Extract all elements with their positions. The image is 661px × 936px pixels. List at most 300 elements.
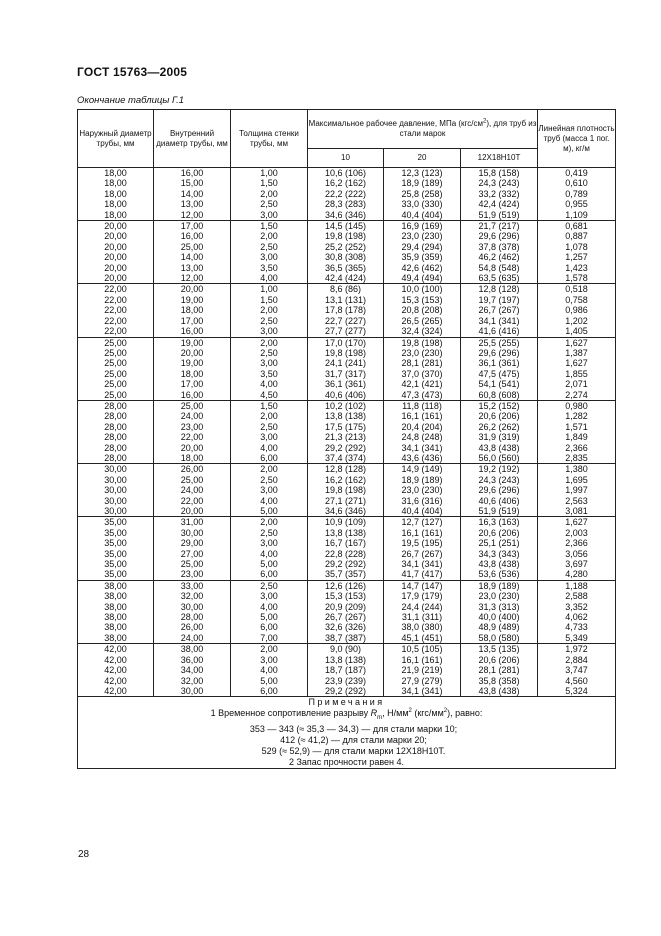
cell-value: 4,50 <box>260 389 278 400</box>
cell-value: 20,6 (206) <box>478 411 520 422</box>
table-caption: Окончание таблицы Г.1 <box>77 95 185 106</box>
cell-value: 35,00 <box>104 517 127 528</box>
cell-wall-thickness <box>231 517 308 580</box>
cell-value: 6,00 <box>260 685 278 696</box>
cell-value: 26,5 (265) <box>401 315 443 326</box>
cell-value: 48,9 (489) <box>478 622 520 633</box>
cell-pressure-steel-12x18n10t <box>461 580 538 643</box>
cell-value: 42,6 (462) <box>401 262 443 273</box>
table-row-group <box>78 464 616 517</box>
cell-value: 28,00 <box>180 612 204 623</box>
cell-pressure-steel-12x18n10t <box>461 168 538 221</box>
cell-value: 47,3 (473) <box>401 389 443 400</box>
cell-outer-diameter <box>78 580 154 643</box>
cell-value: 4,560 <box>565 675 588 686</box>
cell-value: 34,6 (346) <box>324 506 367 516</box>
table-notes <box>78 697 616 769</box>
cell-value: 38,00 <box>104 601 127 612</box>
cell-value: 15,8 (158) <box>478 168 520 178</box>
cell-value: 16,00 <box>180 168 204 178</box>
cell-value: 13,8 (138) <box>324 527 367 538</box>
cell-value: 20,9 (209) <box>324 601 367 612</box>
cell-value: 2,00 <box>260 188 278 199</box>
cell-value: 29,4 (294) <box>401 241 443 252</box>
cell-value: 3,747 <box>565 665 588 676</box>
cell-value: 2,071 <box>565 379 588 390</box>
cell-value: 16,2 (162) <box>324 178 367 189</box>
cell-value: 34,1 (341) <box>478 315 520 326</box>
cell-value: 4,00 <box>260 379 278 390</box>
cell-value: 7,00 <box>260 632 278 643</box>
cell-value: 33,2 (332) <box>478 188 520 199</box>
cell-value: 18,9 (189) <box>478 580 520 591</box>
cell-value: 22,00 <box>104 294 127 305</box>
cell-value: 36,00 <box>180 654 204 665</box>
cell-wall-thickness <box>231 168 308 221</box>
cell-value: 34,1 (341) <box>401 559 443 570</box>
cell-value: 34,3 (343) <box>478 548 520 559</box>
cell-inner-diameter <box>154 168 231 221</box>
cell-value: 34,1 (341) <box>401 442 443 453</box>
cell-value: 36,5 (365) <box>324 262 367 273</box>
cell-value: 20,00 <box>104 262 127 273</box>
cell-value: 1,50 <box>260 221 278 232</box>
cell-value: 28,3 (283) <box>324 199 367 210</box>
cell-value: 14,7 (147) <box>401 580 443 591</box>
cell-value: 40,4 (404) <box>401 506 443 516</box>
cell-value: 1,387 <box>565 347 588 358</box>
cell-value: 60,8 (608) <box>478 389 520 400</box>
cell-inner-diameter <box>154 644 231 697</box>
cell-inner-diameter <box>154 284 231 337</box>
cell-value: 42,1 (421) <box>401 379 443 390</box>
cell-value: 2,50 <box>260 199 278 210</box>
cell-value: 29,6 (296) <box>478 485 520 496</box>
cell-value: 42,00 <box>104 644 127 655</box>
cell-inner-diameter <box>154 400 231 463</box>
cell-linear-density <box>538 580 616 643</box>
cell-value: 54,1 (541) <box>478 379 520 390</box>
table-row-group <box>78 580 616 643</box>
cell-value: 22,00 <box>104 326 127 337</box>
cell-value: 13,5 (135) <box>478 644 520 655</box>
cell-value: 33,00 <box>180 580 204 591</box>
cell-value: 20,00 <box>104 221 127 232</box>
cell-value: 21,9 (219) <box>401 665 443 676</box>
cell-value: 26,7 (267) <box>478 305 520 316</box>
cell-value: 9,0 (90) <box>329 644 362 655</box>
cell-value: 23,0 (230) <box>401 485 443 496</box>
table-row-group <box>78 221 616 284</box>
cell-value: 34,00 <box>180 665 204 676</box>
cell-value: 32,6 (326) <box>324 622 367 633</box>
note-1-line-1: 353 — 343 (≈ 35,3 — 34,3) — для стали марки 10; <box>249 724 458 735</box>
cell-value: 30,8 (308) <box>324 252 367 263</box>
cell-value: 2,003 <box>565 527 588 538</box>
cell-value: 3,352 <box>565 601 588 612</box>
cell-wall-thickness <box>231 221 308 284</box>
cell-inner-diameter <box>154 464 231 517</box>
cell-value: 20,00 <box>104 252 127 263</box>
cell-linear-density <box>538 400 616 463</box>
cell-wall-thickness <box>231 284 308 337</box>
cell-value: 3,00 <box>260 538 278 549</box>
cell-value: 20,8 (208) <box>401 305 443 316</box>
cell-value: 30,00 <box>104 506 127 516</box>
cell-value: 2,366 <box>565 538 588 549</box>
col-header-steel-10: 10 <box>308 149 384 168</box>
cell-value: 3,00 <box>260 432 278 443</box>
cell-value: 23,9 (239) <box>324 675 367 686</box>
col-header-wall-thickness: Толщина стенки трубы, мм <box>231 110 308 168</box>
cell-value: 1,50 <box>260 178 278 189</box>
cell-value: 1,380 <box>565 464 588 475</box>
cell-value: 1,571 <box>565 421 588 432</box>
cell-value: 3,50 <box>260 262 278 273</box>
cell-value: 38,00 <box>104 591 127 602</box>
cell-pressure-steel-12x18n10t <box>461 337 538 400</box>
cell-value: 38,00 <box>104 580 127 591</box>
cell-value: 0,610 <box>565 178 588 189</box>
cell-value: 13,00 <box>180 199 204 210</box>
cell-value: 25,00 <box>104 358 127 369</box>
cell-value: 2,274 <box>565 389 588 400</box>
cell-value: 1,972 <box>565 644 588 655</box>
cell-value: 17,00 <box>180 379 204 390</box>
cell-value: 4,280 <box>565 569 588 580</box>
cell-value: 20,00 <box>180 506 204 516</box>
cell-value: 13,8 (138) <box>324 411 367 422</box>
cell-value: 40,0 (400) <box>478 612 520 623</box>
cell-value: 17,8 (178) <box>324 305 367 316</box>
cell-value: 2,50 <box>260 347 278 358</box>
cell-value: 24,3 (243) <box>478 178 520 189</box>
cell-value: 0,887 <box>565 231 588 242</box>
cell-value: 2,835 <box>565 452 588 463</box>
cell-pressure-steel-20 <box>384 644 461 697</box>
cell-value: 24,00 <box>180 632 204 643</box>
cell-value: 24,00 <box>180 485 204 496</box>
cell-value: 40,6 (406) <box>478 495 520 506</box>
cell-value: 19,00 <box>180 337 204 348</box>
cell-value: 30,00 <box>104 474 127 485</box>
cell-value: 1,109 <box>565 209 588 220</box>
cell-value: 1,627 <box>565 358 588 369</box>
table-row-group <box>78 337 616 400</box>
cell-value: 15,00 <box>180 178 204 189</box>
cell-value: 19,7 (197) <box>478 294 520 305</box>
cell-value: 42,4 (424) <box>478 199 520 210</box>
cell-value: 42,00 <box>104 675 127 686</box>
cell-value: 25,00 <box>180 559 204 570</box>
cell-value: 1,423 <box>565 262 588 273</box>
cell-value: 5,00 <box>260 559 278 570</box>
cell-value: 22,7 (227) <box>324 315 367 326</box>
col-header-linear-density: Линейная плотность труб (масса 1 пог. м), кг/м <box>538 110 616 168</box>
cell-inner-diameter <box>154 337 231 400</box>
note-1: 1 Временное сопротивление разрыву $R_m$, $Н/мм^2$ $(кгс/мм^2)$, равно: <box>210 708 483 722</box>
cell-value: 14,00 <box>180 188 204 199</box>
cell-value: 28,00 <box>104 400 127 411</box>
cell-pressure-steel-20 <box>384 337 461 400</box>
cell-pressure-steel-10 <box>308 644 384 697</box>
cell-value: 46,2 (462) <box>478 252 520 263</box>
table-row-group <box>78 284 616 337</box>
cell-value: 25,00 <box>180 241 204 252</box>
pressure-table <box>77 109 616 769</box>
cell-value: 4,00 <box>260 601 278 612</box>
cell-value: 25,00 <box>104 337 127 348</box>
cell-value: 36,1 (361) <box>478 358 520 369</box>
cell-value: 20,00 <box>180 442 204 453</box>
cell-value: 2,50 <box>260 580 278 591</box>
cell-value: 18,00 <box>180 368 204 379</box>
cell-outer-diameter <box>78 221 154 284</box>
cell-value: 1,50 <box>260 294 278 305</box>
cell-value: 16,00 <box>180 231 204 242</box>
cell-value: 35,00 <box>104 559 127 570</box>
cell-value: 2,00 <box>260 411 278 422</box>
cell-value: 8,6 (86) <box>329 284 362 295</box>
cell-value: 4,00 <box>260 442 278 453</box>
cell-value: 16,00 <box>180 326 204 337</box>
cell-value: 27,00 <box>180 548 204 559</box>
cell-value: 16,2 (162) <box>324 474 367 485</box>
cell-value: 28,00 <box>104 442 127 453</box>
cell-value: 3,056 <box>565 548 588 559</box>
cell-value: 1,257 <box>565 252 588 263</box>
cell-value: 30,00 <box>104 485 127 496</box>
cell-value: 38,0 (380) <box>401 622 443 633</box>
cell-value: 38,7 (387) <box>324 632 367 643</box>
cell-value: 3,00 <box>260 485 278 496</box>
cell-value: 18,00 <box>104 168 127 178</box>
cell-value: 26,00 <box>180 464 204 475</box>
cell-value: 1,855 <box>565 368 588 379</box>
cell-value: 2,00 <box>260 644 278 655</box>
cell-value: 15,3 (153) <box>324 591 367 602</box>
cell-value: 38,00 <box>180 644 204 655</box>
cell-value: 17,0 (170) <box>324 337 367 348</box>
cell-value: 22,00 <box>104 315 127 326</box>
cell-outer-diameter <box>78 400 154 463</box>
cell-value: 15,3 (153) <box>401 294 443 305</box>
note-1-line-2: 412 (≈ 41,2) — для стали марки 20; <box>280 735 427 746</box>
cell-value: 2,00 <box>260 517 278 528</box>
cell-value: 43,8 (438) <box>478 685 520 696</box>
cell-value: 34,6 (346) <box>324 209 367 220</box>
cell-value: 2,00 <box>260 231 278 242</box>
cell-value: 12,00 <box>180 273 204 284</box>
cell-value: 56,0 (560) <box>478 452 520 463</box>
cell-value: 31,6 (316) <box>401 495 443 506</box>
cell-value: 37,0 (370) <box>401 368 443 379</box>
cell-value: 27,9 (279) <box>401 675 443 686</box>
cell-value: 34,1 (341) <box>401 685 443 696</box>
cell-pressure-steel-10 <box>308 337 384 400</box>
cell-value: 18,9 (189) <box>401 474 443 485</box>
cell-value: 16,9 (169) <box>401 221 443 232</box>
cell-value: 12,00 <box>180 209 204 220</box>
cell-value: 2,00 <box>260 305 278 316</box>
cell-value: 4,062 <box>565 612 588 623</box>
table-row-group <box>78 517 616 580</box>
cell-value: 30,00 <box>104 495 127 506</box>
cell-value: 63,5 (635) <box>478 273 520 284</box>
cell-value: 2,00 <box>260 464 278 475</box>
cell-value: 42,4 (424) <box>324 273 367 284</box>
cell-pressure-steel-10 <box>308 221 384 284</box>
cell-value: 32,00 <box>180 591 204 602</box>
cell-value: 22,8 (228) <box>324 548 367 559</box>
cell-value: 42,00 <box>104 685 127 696</box>
cell-value: 18,00 <box>104 178 127 189</box>
cell-value: 25,2 (252) <box>324 241 367 252</box>
cell-value: 10,6 (106) <box>324 168 367 178</box>
cell-value: 12,7 (127) <box>401 517 443 528</box>
cell-value: 21,3 (213) <box>324 432 367 443</box>
cell-value: 36,1 (361) <box>324 379 367 390</box>
cell-inner-diameter <box>154 580 231 643</box>
cell-value: 15,2 (152) <box>478 400 520 411</box>
cell-value: 58,0 (580) <box>478 632 520 643</box>
cell-value: 6,00 <box>260 569 278 580</box>
cell-value: 31,3 (313) <box>478 601 520 612</box>
cell-value: 1,997 <box>565 485 588 496</box>
cell-value: 31,1 (311) <box>401 612 443 623</box>
cell-value: 5,349 <box>565 632 588 643</box>
cell-value: 32,00 <box>180 675 204 686</box>
cell-value: 30,00 <box>180 601 204 612</box>
cell-value: 19,8 (198) <box>401 337 443 348</box>
cell-value: 16,1 (161) <box>401 527 443 538</box>
cell-value: 42,00 <box>104 665 127 676</box>
cell-value: 0,681 <box>565 221 588 232</box>
cell-linear-density <box>538 168 616 221</box>
cell-outer-diameter <box>78 284 154 337</box>
cell-value: 43,6 (436) <box>401 452 443 463</box>
cell-value: 2,588 <box>565 591 588 602</box>
cell-value: 0,758 <box>565 294 588 305</box>
cell-value: 31,7 (317) <box>324 368 367 379</box>
cell-pressure-steel-20 <box>384 580 461 643</box>
table-row-group <box>78 168 616 221</box>
note-1-line-3: 529 (≈ 52,9) — для стали марки 12Х18Н10Т. <box>261 746 446 757</box>
cell-value: 25,8 (258) <box>401 188 443 199</box>
cell-value: 2,00 <box>260 337 278 348</box>
cell-value: 38,00 <box>104 612 127 623</box>
cell-value: 35,00 <box>104 548 127 559</box>
cell-value: 23,0 (230) <box>478 591 520 602</box>
cell-value: 31,9 (319) <box>478 432 520 443</box>
cell-value: 0,518 <box>565 284 588 295</box>
cell-linear-density <box>538 517 616 580</box>
cell-value: 1,578 <box>565 273 588 284</box>
cell-outer-diameter <box>78 517 154 580</box>
cell-value: 17,00 <box>180 221 204 232</box>
cell-value: 23,00 <box>180 569 204 580</box>
cell-value: 20,4 (204) <box>401 421 443 432</box>
cell-value: 42,00 <box>104 654 127 665</box>
cell-value: 5,00 <box>260 612 278 623</box>
cell-value: 38,00 <box>104 632 127 643</box>
cell-value: 23,00 <box>180 421 204 432</box>
cell-value: 1,695 <box>565 474 588 485</box>
cell-value: 1,849 <box>565 432 588 443</box>
cell-value: 25,00 <box>104 389 127 400</box>
cell-value: 4,00 <box>260 273 278 284</box>
cell-value: 1,405 <box>565 326 588 337</box>
cell-value: 20,00 <box>180 347 204 358</box>
cell-value: 26,2 (262) <box>478 421 520 432</box>
cell-value: 16,1 (161) <box>401 654 443 665</box>
cell-value: 2,50 <box>260 474 278 485</box>
cell-value: 28,00 <box>104 452 127 463</box>
cell-pressure-steel-20 <box>384 168 461 221</box>
cell-value: 22,00 <box>180 495 204 506</box>
cell-outer-diameter <box>78 644 154 697</box>
document-header-title: ГОСТ 15763—2005 <box>77 65 188 79</box>
cell-value: 4,00 <box>260 665 278 676</box>
cell-value: 37,8 (378) <box>478 241 520 252</box>
cell-value: 18,00 <box>180 305 204 316</box>
cell-value: 29,2 (292) <box>324 559 367 570</box>
cell-value: 54,8 (548) <box>478 262 520 273</box>
cell-linear-density <box>538 464 616 517</box>
cell-value: 10,2 (102) <box>324 400 367 411</box>
cell-linear-density <box>538 284 616 337</box>
cell-linear-density <box>538 337 616 400</box>
cell-value: 35,8 (358) <box>478 675 520 686</box>
cell-pressure-steel-12x18n10t <box>461 464 538 517</box>
cell-value: 0,789 <box>565 188 588 199</box>
cell-value: 20,00 <box>104 273 127 284</box>
cell-value: 1,627 <box>565 517 588 528</box>
cell-value: 11,8 (118) <box>402 400 442 411</box>
cell-value: 18,9 (189) <box>401 178 443 189</box>
cell-outer-diameter <box>78 168 154 221</box>
cell-value: 1,282 <box>565 411 588 422</box>
cell-outer-diameter <box>78 337 154 400</box>
cell-value: 29,6 (296) <box>478 347 520 358</box>
cell-value: 37,4 (374) <box>324 452 367 463</box>
cell-value: 23,0 (230) <box>401 231 443 242</box>
cell-wall-thickness <box>231 580 308 643</box>
col-header-inner-diameter: Внутренний диаметр трубы, мм <box>154 110 231 168</box>
cell-value: 20,6 (206) <box>478 527 520 538</box>
cell-pressure-steel-10 <box>308 284 384 337</box>
cell-wall-thickness <box>231 644 308 697</box>
cell-value: 3,081 <box>565 506 588 516</box>
cell-value: 3,697 <box>565 559 588 570</box>
cell-value: 24,8 (248) <box>401 432 443 443</box>
cell-value: 25,00 <box>180 400 204 411</box>
cell-value: 38,00 <box>104 622 127 633</box>
cell-value: 20,6 (206) <box>478 654 520 665</box>
cell-value: 43,8 (438) <box>478 559 520 570</box>
cell-value: 19,2 (192) <box>478 464 520 475</box>
cell-linear-density <box>538 221 616 284</box>
cell-value: 28,1 (281) <box>478 665 520 676</box>
cell-value: 22,00 <box>104 284 127 295</box>
cell-value: 28,00 <box>104 432 127 443</box>
cell-value: 23,0 (230) <box>401 347 443 358</box>
cell-value: 13,00 <box>180 262 204 273</box>
cell-value: 12,8 (128) <box>324 464 367 475</box>
cell-value: 53,6 (536) <box>478 569 520 580</box>
note-2: 2 Запас прочности равен 4. <box>288 757 404 768</box>
cell-value: 24,4 (244) <box>401 601 443 612</box>
